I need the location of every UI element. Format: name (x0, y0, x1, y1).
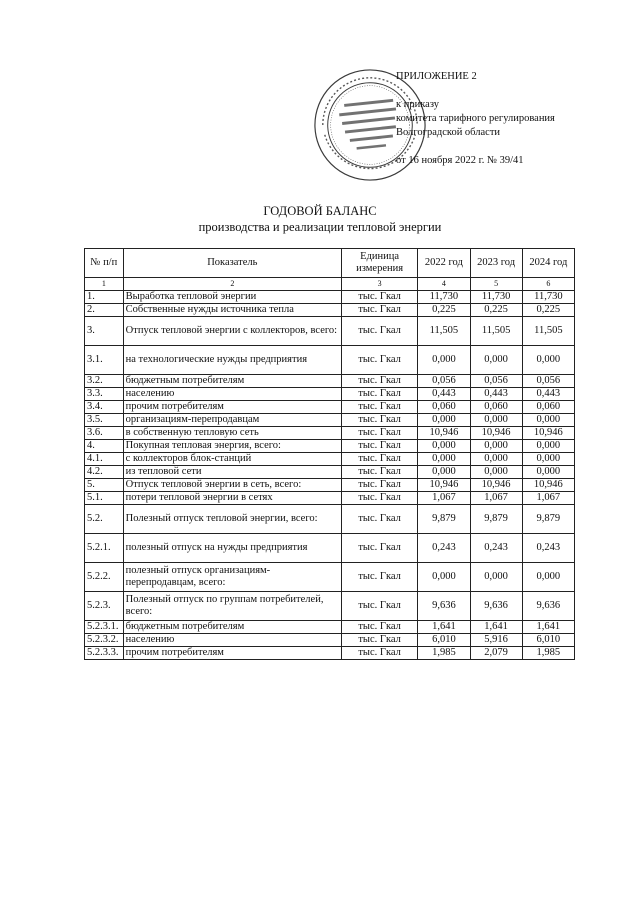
value-2022: 10,946 (418, 479, 470, 492)
unit-cell: тыс. Гкал (342, 492, 418, 505)
table-row (85, 304, 575, 317)
unit-cell: тыс. Гкал (342, 634, 418, 647)
value-2022: 0,243 (418, 534, 470, 563)
value-2022: 0,000 (418, 563, 470, 592)
row-number: 2. (85, 304, 124, 317)
document-subtitle: производства и реализации тепловой энергии (198, 220, 442, 234)
unit-cell: тыс. Гкал (342, 388, 418, 401)
value-2022: 0,443 (418, 388, 470, 401)
value-2023: 10,946 (470, 479, 522, 492)
value-2024: 0,060 (522, 401, 574, 414)
value-2024: 1,985 (522, 647, 574, 660)
indicator-name: Отпуск тепловой энергии в сеть, всего: (123, 479, 341, 492)
column-header: 2024 год (522, 249, 574, 278)
row-number: 4.2. (85, 466, 124, 479)
table-header-row (85, 249, 575, 278)
value-2022: 1,067 (418, 492, 470, 505)
value-2023: 0,000 (470, 563, 522, 592)
table-row (85, 479, 575, 492)
value-2024: 0,443 (522, 388, 574, 401)
table-row (85, 453, 575, 466)
indicator-name: прочим потребителям (123, 647, 341, 660)
value-2024: 0,000 (522, 346, 574, 375)
unit-cell: тыс. Гкал (342, 505, 418, 534)
row-number: 3.6. (85, 427, 124, 440)
value-2023: 9,879 (470, 505, 522, 534)
row-number: 5.2.2. (85, 563, 124, 592)
table-row (85, 375, 575, 388)
value-2023: 0,443 (470, 388, 522, 401)
column-index: 1 (85, 278, 124, 291)
value-2023: 1,641 (470, 621, 522, 634)
value-2022: 0,000 (418, 440, 470, 453)
value-2022: 6,010 (418, 634, 470, 647)
indicator-name: Собственные нужды источника тепла (123, 304, 341, 317)
value-2022: 11,505 (418, 317, 470, 346)
value-2023: 0,000 (470, 414, 522, 427)
value-2022: 1,641 (418, 621, 470, 634)
table-row (85, 346, 575, 375)
column-index: 6 (522, 278, 574, 291)
row-number: 5.1. (85, 492, 124, 505)
value-2024: 1,641 (522, 621, 574, 634)
indicator-name: из тепловой сети (123, 466, 341, 479)
value-2023: 0,000 (470, 440, 522, 453)
value-2022: 9,879 (418, 505, 470, 534)
balance-table (84, 248, 575, 660)
value-2024: 0,225 (522, 304, 574, 317)
value-2023: 11,730 (470, 291, 522, 304)
value-2023: 0,000 (470, 453, 522, 466)
value-2022: 0,225 (418, 304, 470, 317)
table-row (85, 505, 575, 534)
document-title: ГОДОВОЙ БАЛАНС (263, 204, 377, 218)
value-2022: 0,000 (418, 453, 470, 466)
unit-cell: тыс. Гкал (342, 317, 418, 346)
value-2023: 0,056 (470, 375, 522, 388)
unit-cell: тыс. Гкал (342, 375, 418, 388)
unit-cell: тыс. Гкал (342, 466, 418, 479)
unit-cell: тыс. Гкал (342, 401, 418, 414)
table-row (85, 592, 575, 621)
table-body (85, 291, 575, 660)
value-2024: 0,000 (522, 466, 574, 479)
table-row (85, 492, 575, 505)
indicator-name: в собственную тепловую сеть (123, 427, 341, 440)
row-number: 3.4. (85, 401, 124, 414)
value-2022: 0,000 (418, 346, 470, 375)
table-row (85, 634, 575, 647)
column-header: 2023 год (470, 249, 522, 278)
value-2024: 10,946 (522, 479, 574, 492)
row-number: 5.2.3.2. (85, 634, 124, 647)
indicator-name: Отпуск тепловой энергии с коллекторов, всего: (123, 317, 341, 346)
column-header: Показатель (123, 249, 341, 278)
value-2023: 11,505 (470, 317, 522, 346)
value-2024: 0,056 (522, 375, 574, 388)
row-number: 4.1. (85, 453, 124, 466)
column-index: 2 (123, 278, 341, 291)
appendix-block (396, 70, 555, 168)
value-2022: 1,985 (418, 647, 470, 660)
indicator-name: организациям-перепродавцам (123, 414, 341, 427)
unit-cell: тыс. Гкал (342, 453, 418, 466)
row-number: 1. (85, 291, 124, 304)
value-2023: 1,067 (470, 492, 522, 505)
table-row (85, 621, 575, 634)
appendix-line: комитета тарифного регулирования (396, 113, 555, 124)
value-2024: 0,000 (522, 563, 574, 592)
value-2022: 0,000 (418, 414, 470, 427)
column-index: 4 (418, 278, 470, 291)
value-2023: 2,079 (470, 647, 522, 660)
row-number: 3.3. (85, 388, 124, 401)
table-row (85, 414, 575, 427)
indicator-name: Выработка тепловой энергии (123, 291, 341, 304)
indicator-name: Полезный отпуск тепловой энергии, всего: (123, 505, 341, 534)
value-2024: 11,730 (522, 291, 574, 304)
value-2023: 9,636 (470, 592, 522, 621)
document-heading (0, 203, 640, 235)
row-number: 5.2.3.1. (85, 621, 124, 634)
unit-cell: тыс. Гкал (342, 346, 418, 375)
column-index-row (85, 278, 575, 291)
value-2022: 9,636 (418, 592, 470, 621)
indicator-name: на технологические нужды предприятия (123, 346, 341, 375)
row-number: 3.1. (85, 346, 124, 375)
table-row (85, 388, 575, 401)
indicator-name: прочим потребителям (123, 401, 341, 414)
appendix-order-date: от 16 ноября 2022 г. № 39/41 (396, 155, 524, 166)
table-row (85, 647, 575, 660)
unit-cell: тыс. Гкал (342, 563, 418, 592)
value-2023: 10,946 (470, 427, 522, 440)
table-row (85, 291, 575, 304)
value-2024: 0,000 (522, 440, 574, 453)
indicator-name: Покупная тепловая энергия, всего: (123, 440, 341, 453)
value-2023: 0,000 (470, 346, 522, 375)
row-number: 4. (85, 440, 124, 453)
indicator-name: бюджетным потребителям (123, 621, 341, 634)
value-2024: 11,505 (522, 317, 574, 346)
row-number: 5.2.3.3. (85, 647, 124, 660)
table-row (85, 466, 575, 479)
unit-cell: тыс. Гкал (342, 621, 418, 634)
row-number: 5.2.1. (85, 534, 124, 563)
value-2024: 10,946 (522, 427, 574, 440)
table-row (85, 440, 575, 453)
table-row (85, 401, 575, 414)
value-2023: 0,225 (470, 304, 522, 317)
unit-cell: тыс. Гкал (342, 647, 418, 660)
unit-cell: тыс. Гкал (342, 440, 418, 453)
value-2024: 9,636 (522, 592, 574, 621)
indicator-name: бюджетным потребителям (123, 375, 341, 388)
indicator-name: населению (123, 634, 341, 647)
column-index: 5 (470, 278, 522, 291)
column-header: № п/п (85, 249, 124, 278)
value-2024: 0,000 (522, 414, 574, 427)
value-2024: 9,879 (522, 505, 574, 534)
appendix-title: ПРИЛОЖЕНИЕ 2 (396, 71, 477, 82)
table-row (85, 534, 575, 563)
value-2023: 5,916 (470, 634, 522, 647)
value-2024: 0,243 (522, 534, 574, 563)
unit-cell: тыс. Гкал (342, 414, 418, 427)
value-2024: 1,067 (522, 492, 574, 505)
row-number: 3. (85, 317, 124, 346)
column-header: Единица измерения (342, 249, 418, 278)
table-row (85, 317, 575, 346)
value-2022: 0,000 (418, 466, 470, 479)
row-number: 3.2. (85, 375, 124, 388)
row-number: 5.2. (85, 505, 124, 534)
unit-cell: тыс. Гкал (342, 291, 418, 304)
indicator-name: полезный отпуск на нужды предприятия (123, 534, 341, 563)
unit-cell: тыс. Гкал (342, 304, 418, 317)
row-number: 3.5. (85, 414, 124, 427)
row-number: 5. (85, 479, 124, 492)
appendix-line: к приказу (396, 99, 439, 110)
unit-cell: тыс. Гкал (342, 534, 418, 563)
indicator-name: населению (123, 388, 341, 401)
indicator-name: потери тепловой энергии в сетях (123, 492, 341, 505)
column-index: 3 (342, 278, 418, 291)
indicator-name: полезный отпуск организациям-перепродавцам, всего: (123, 563, 341, 592)
value-2024: 6,010 (522, 634, 574, 647)
appendix-line: Волгоградской области (396, 127, 501, 138)
unit-cell: тыс. Гкал (342, 479, 418, 492)
unit-cell: тыс. Гкал (342, 427, 418, 440)
value-2022: 10,946 (418, 427, 470, 440)
value-2022: 0,056 (418, 375, 470, 388)
value-2023: 0,000 (470, 466, 522, 479)
value-2022: 0,060 (418, 401, 470, 414)
indicator-name: Полезный отпуск по группам потребителей, всего: (123, 592, 341, 621)
column-header: 2022 год (418, 249, 470, 278)
table-row (85, 427, 575, 440)
table-row (85, 563, 575, 592)
indicator-name: с коллекторов блок-станций (123, 453, 341, 466)
unit-cell: тыс. Гкал (342, 592, 418, 621)
row-number: 5.2.3. (85, 592, 124, 621)
value-2022: 11,730 (418, 291, 470, 304)
value-2023: 0,243 (470, 534, 522, 563)
value-2023: 0,060 (470, 401, 522, 414)
value-2024: 0,000 (522, 453, 574, 466)
